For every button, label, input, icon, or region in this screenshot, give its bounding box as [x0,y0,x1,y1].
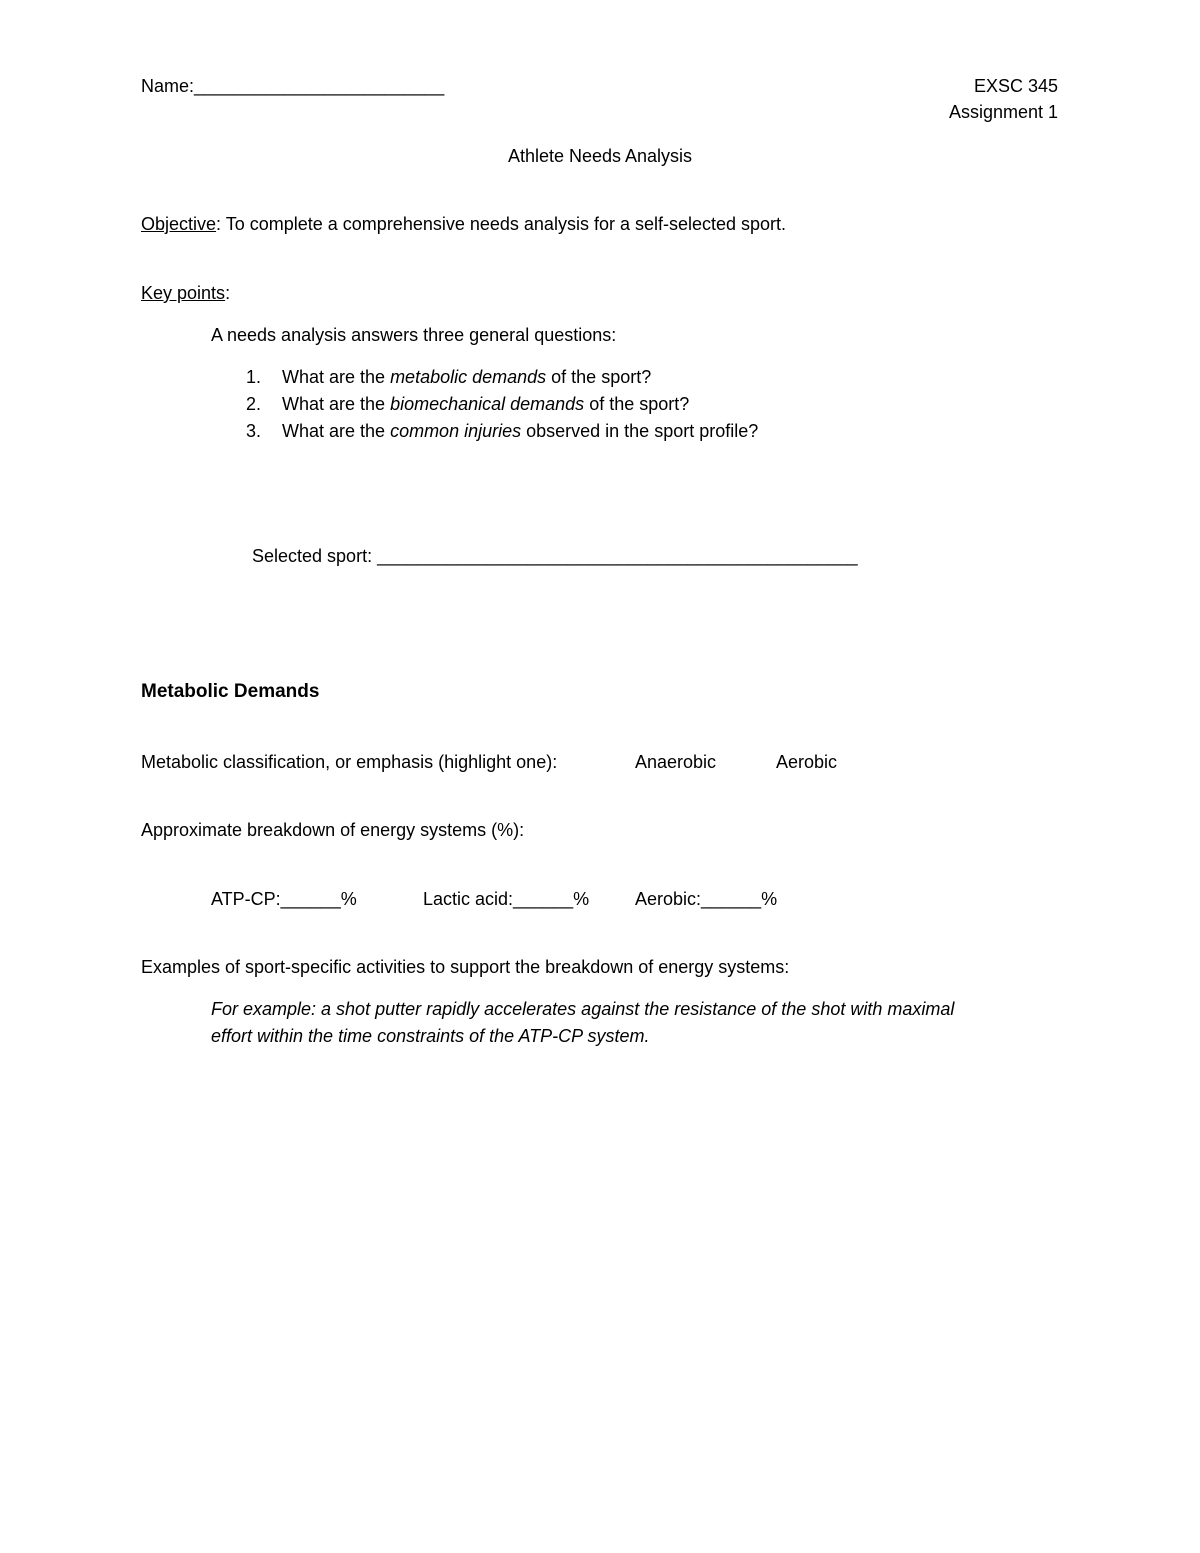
question-text: observed in the sport profile? [521,421,759,441]
examples-label: Examples of sport-specific activities to support the breakdown of energy systems: [141,957,790,977]
question-item [282,366,651,388]
lactic-acid-field[interactable]: Lactic acid:______% [423,889,590,909]
question-number: 2. [246,394,262,414]
assignment-number: Assignment 1 [948,102,1058,122]
option-aerobic[interactable]: Aerobic [776,752,838,772]
key-points-intro: A needs analysis answers three general questions: [211,325,617,345]
key-points-heading [141,282,230,304]
example-text: effort within the time constraints of the ATP-CP system. [211,1026,650,1046]
key-points-colon: : [225,283,231,303]
question-emphasis: metabolic demands [390,367,547,387]
course-code: EXSC 345 [973,76,1058,96]
question-item [282,393,689,415]
aerobic-field[interactable]: Aerobic:______% [635,889,778,909]
question-number: 1. [246,367,262,387]
option-anaerobic[interactable]: Anaerobic [635,752,717,772]
question-text: What are the [282,421,391,441]
question-text: What are the [282,367,391,387]
question-text: of the sport? [584,394,690,414]
question-item [282,420,758,442]
section-heading-metabolic: Metabolic Demands [141,681,320,702]
question-text: of the sport? [546,367,652,387]
objective-colon: : [216,214,222,234]
selected-sport-field[interactable]: Selected sport: ________________________________________________ [252,546,858,566]
question-emphasis: common injuries [390,421,522,441]
key-points-label: Key points [141,283,226,303]
classification-label: Metabolic classification, or emphasis (highlight one): [141,752,558,772]
question-emphasis: biomechanical demands [390,394,585,414]
example-text: For example: a shot putter rapidly accelerates against the resistance of the shot with maximal [211,999,955,1019]
question-number: 3. [246,421,262,441]
objective-line [141,213,786,235]
objective-label: Objective [141,214,217,234]
name-field-label: Name:_________________________ [141,76,445,96]
atp-cp-field[interactable]: ATP-CP:______% [211,889,357,909]
objective-text: To complete a comprehensive needs analysis for a self-selected sport. [221,214,787,234]
question-text: What are the [282,394,391,414]
breakdown-label: Approximate breakdown of energy systems (%): [141,820,525,840]
page-title: Athlete Needs Analysis [507,146,693,166]
